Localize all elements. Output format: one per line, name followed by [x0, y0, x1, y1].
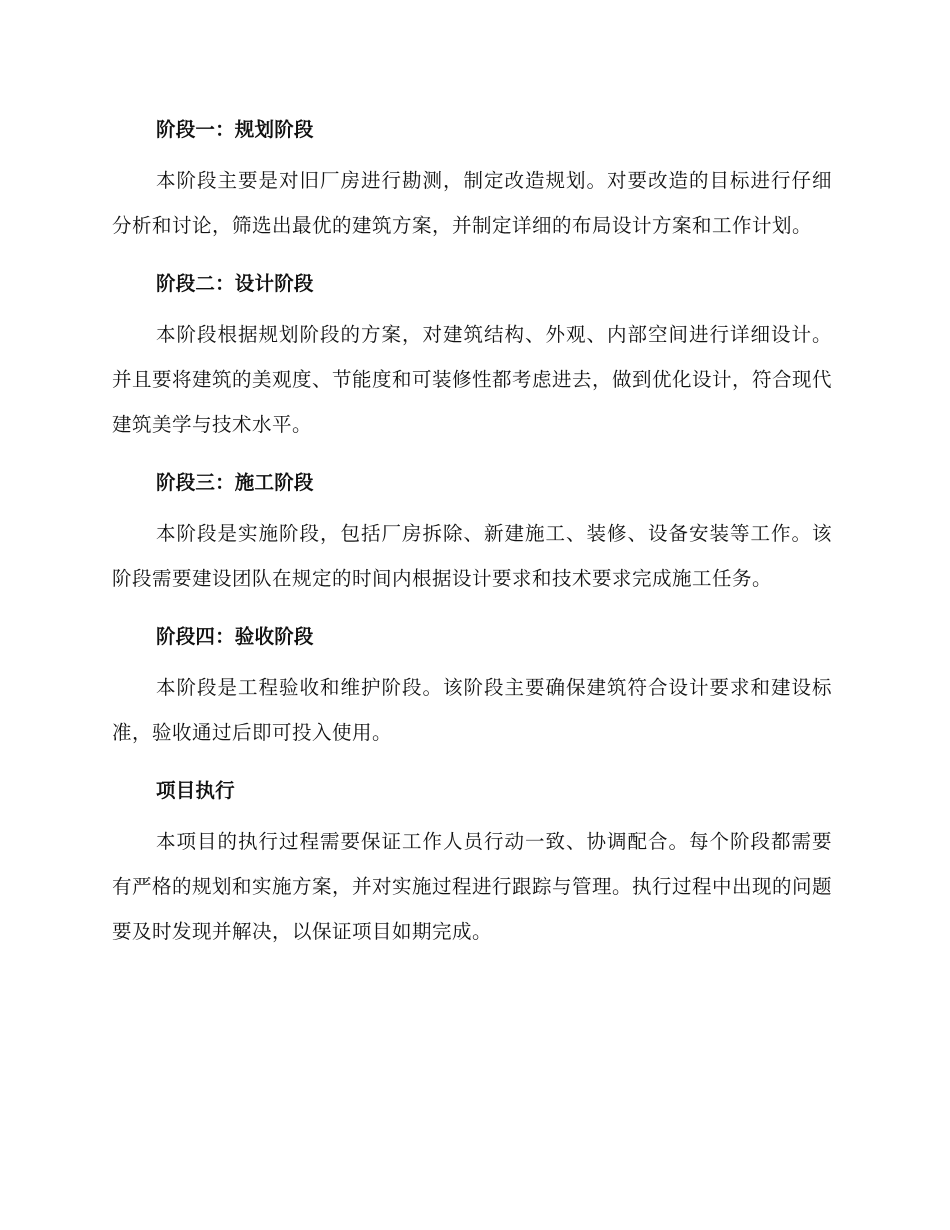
section-heading-stage-3: 阶段三：施工阶段	[156, 471, 314, 494]
section-heading-stage-4: 阶段四：验收阶段	[156, 625, 314, 648]
document-page	[112, 108, 832, 954]
section-body-stage-2: 本阶段根据规划阶段的方案，对建筑结构、外观、内部空间进行详细设计。并且要将建筑的美观度、节能度和可装修性都考虑进去，做到优化设计，符合现代建筑美学与技术水平。	[112, 323, 833, 436]
section-heading-stage-2: 阶段二：设计阶段	[156, 272, 314, 295]
section-heading-execution: 项目执行	[156, 779, 235, 802]
section-body-execution: 本项目的执行过程需要保证工作人员行动一致、协调配合。每个阶段都需要有严格的规划和实施方案，并对实施过程进行跟踪与管理。执行过程中出现的问题要及时发现并解决，以保证项目如期完成。	[112, 830, 833, 943]
section-body-stage-1: 本阶段主要是对旧厂房进行勘测，制定改造规划。对要改造的目标进行仔细分析和讨论，筛选出最优的建筑方案，并制定详细的布局设计方案和工作计划。	[112, 169, 832, 237]
section-body-stage-4: 本阶段是工程验收和维护阶段。该阶段主要确保建筑符合设计要求和建设标准，验收通过后即可投入使用。	[112, 676, 832, 744]
section-body-stage-3: 本阶段是实施阶段，包括厂房拆除、新建施工、装修、设备安装等工作。该阶段需要建设团队在规定的时间内根据设计要求和技术要求完成施工任务。	[112, 522, 832, 590]
section-heading-stage-1: 阶段一：规划阶段	[156, 118, 314, 141]
